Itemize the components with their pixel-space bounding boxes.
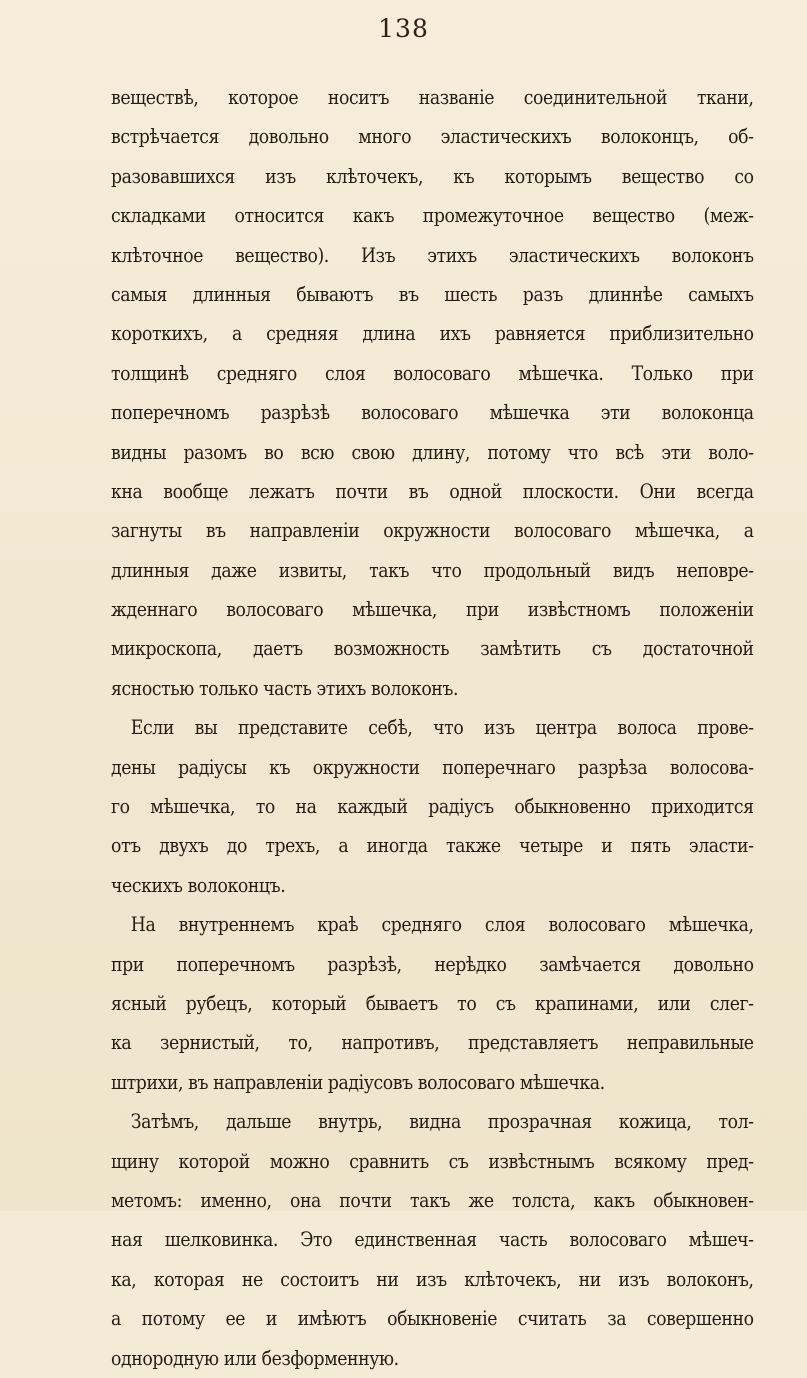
text-line: дены радіусы къ окружности поперечнаго разрѣза волосова- <box>111 755 754 779</box>
text-line: встрѣчается довольно много эластическихъ волоконцъ, об- <box>111 125 754 149</box>
text-line: складками относится какъ промежуточное вещество (меж- <box>111 204 754 228</box>
text-line: ясный рубецъ, который бываетъ то съ крапинами, или слег- <box>111 991 754 1015</box>
text-line: а потому ее и имѣютъ обыкновеніе считать за совершенно <box>111 1307 754 1331</box>
text-line: ная шелковинка. Это единственная часть волосоваго мѣшеч- <box>111 1228 754 1252</box>
text-line: жденнаго волосоваго мѣшечка, при извѣстномъ положеніи <box>111 598 754 622</box>
text-line: длинныя даже извиты, такъ что продольный видъ неповре- <box>111 558 754 582</box>
text-line: ка, которая не состоитъ ни изъ клѣточекъ, ни изъ волоконъ, <box>111 1267 754 1291</box>
text-line: веществѣ, которое носитъ названіе соединительной ткани, <box>111 86 754 109</box>
text-line: поперечномъ разрѣзѣ волосоваго мѣшечка эти волоконца <box>111 401 754 425</box>
text-line: видны разомъ во всю свою длину, потому что всѣ эти воло- <box>111 440 754 464</box>
text-line: при поперечномъ разрѣзѣ, нерѣдко замѣчается довольно <box>111 952 754 976</box>
text-line: разовавшихся изъ клѣточекъ, къ которымъ вещество со <box>111 164 754 188</box>
text-line: ческихъ волоконцъ. <box>111 873 286 897</box>
text-line: ясностью только часть этихъ волоконъ. <box>111 676 459 700</box>
text-line: клѣточное вещество). Изъ этихъ эластическихъ волоконъ <box>111 243 754 267</box>
text-line: штрихи, въ направленіи радіусовъ волосоваго мѣшечка. <box>111 1070 605 1094</box>
page-number: 138 <box>378 14 429 43</box>
text-line: метомъ: именно, она почти такъ же толста, какъ обыкновен- <box>111 1188 754 1212</box>
text-line: На внутреннемъ краѣ средняго слоя волосоваго мѣшечка, <box>130 913 754 937</box>
text-line: Затѣмъ, дальше внутрь, видна прозрачная кожица, тол- <box>130 1110 754 1134</box>
text-line: Если вы представите себѣ, что изъ центра волоса прове- <box>130 716 754 740</box>
text-line: короткихъ, а средняя длина ихъ равняется приблизительно <box>111 322 754 346</box>
text-line: однородную или безформенную. <box>111 1346 399 1370</box>
text-line: ка зернистый, то, напротивъ, представляетъ неправильные <box>111 1031 754 1055</box>
paragraph <box>111 1102 754 1378</box>
text-line: го мѣшечка, то на каждый радіусъ обыкновенно приходится <box>111 795 754 819</box>
text-line: толщинѣ средняго слоя волосоваго мѣшечка. Только при <box>111 361 754 385</box>
paragraph <box>111 78 754 708</box>
text-line: микроскопа, даетъ возможность замѣтить съ достаточной <box>111 637 754 661</box>
text-line: кна вообще лежатъ почти въ одной плоскости. Они всегда <box>111 479 754 503</box>
text-line: щину которой можно сравнить съ извѣстнымъ всякому пред- <box>111 1149 754 1173</box>
text-line: отъ двухъ до трехъ, а иногда также четыре и пять эласти- <box>111 834 754 858</box>
text-line: самыя длинныя бываютъ въ шесть разъ длиннѣе самыхъ <box>111 282 754 306</box>
body-text <box>111 78 754 1378</box>
paragraph <box>111 905 754 1102</box>
paragraph <box>111 708 754 905</box>
text-line: загнуты въ направленіи окружности волосоваго мѣшечка, а <box>111 519 754 543</box>
